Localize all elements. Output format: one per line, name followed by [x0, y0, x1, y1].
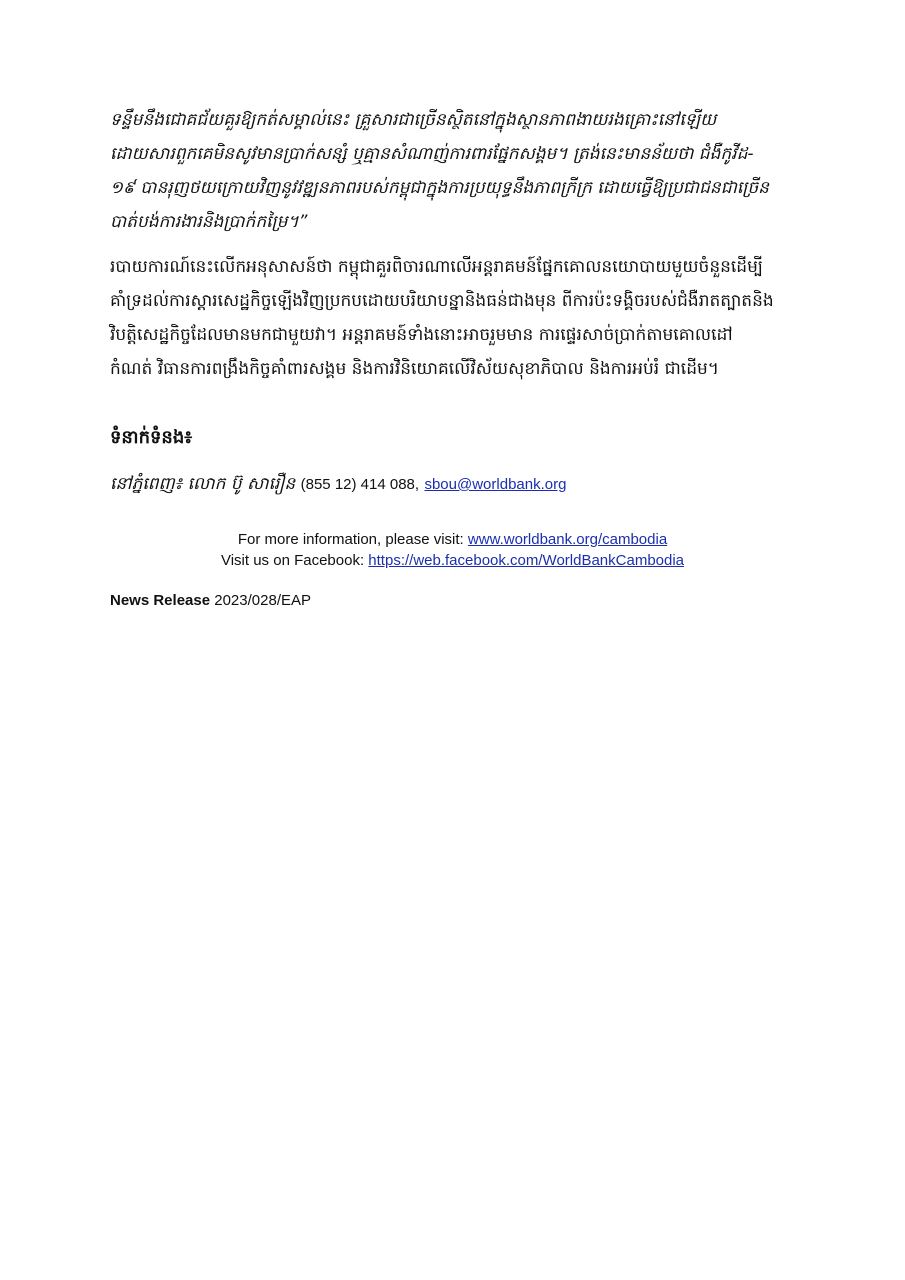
body-line: គាំទ្រដល់ការស្តារសេដ្ឋកិច្ចឡើងវិញប្រកបដោយបរិយាបន្នានិងធន់ជាងមុន ពីការប៉ះទង្គិចរបស់ជំងឺរាតត្បាតនិង: [110, 291, 774, 311]
news-release-id: [110, 592, 311, 609]
contact-heading: ទំនាក់ទំនង៖: [110, 427, 193, 448]
contact-email-link[interactable]: sbou@worldbank.org: [424, 476, 567, 493]
quote-line: បាត់បង់ការងារនិងប្រាក់កម្រៃ។”: [110, 212, 308, 232]
body-line: របាយការណ៍នេះលើកអនុសាសន៍ថា កម្ពុជាគួរពិចារណាលើអន្តរាគមន៍ផ្នែកគោលនយោបាយមួយចំនួនដើម្បី: [110, 257, 763, 277]
news-release-number: 2023/028/EAP: [214, 592, 311, 609]
body-line: វិបត្តិសេដ្ឋកិច្ចដែលមានមកជាមួយវា។ អន្តរាគមន៍ទាំងនោះអាចរួមមាន ការផ្ទេរសាច់ប្រាក់តាមគោលដៅ: [110, 325, 733, 345]
quote-line: ដោយសារពួកគេមិនសូវមានប្រាក់សន្សំ ឬគ្មានសំណាញ់ការពារផ្នែកសង្គម។ ត្រង់នេះមានន័យថា ជំងឺកូវីដ-: [110, 144, 754, 164]
contact-name: នៅភ្នំពេញ៖ លោក ប៊ូ សារឿន: [110, 474, 296, 494]
more-info-line: [0, 529, 905, 550]
website-link[interactable]: www.worldbank.org/cambodia: [467, 531, 668, 548]
body-paragraph: [110, 250, 810, 386]
quote-line: ទន្ទឹមនឹងជោគជ័យគួរឱ្យកត់សម្គាល់នេះ គ្រួសារជាច្រើនស្ថិតនៅក្នុងស្ថានភាពងាយរងគ្រោះនៅឡើយ: [110, 110, 717, 130]
body-line: កំណត់ វិធានការពង្រឹងកិច្ចគាំពារសង្គម និងការវិនិយោគលើវិស័យសុខាភិបាល និងការអប់រំ ជាដើម។: [110, 359, 719, 379]
facebook-line: [0, 550, 905, 571]
contact-line: [110, 473, 566, 498]
facebook-text: Visit us on Facebook:: [220, 552, 365, 569]
quote-line: ១៩ បានរុញថយក្រោយវិញនូវវឌ្ឍនភាពរបស់កម្ពុជាក្នុងការប្រយុទ្ធនឹងភាពក្រីក្រ ដោយធ្វើឱ្យប្រជាជនជាច្រើន: [110, 178, 769, 198]
more-info-text: For more information, please visit:: [237, 531, 464, 548]
facebook-link[interactable]: https://web.facebook.com/WorldBankCambodia: [368, 552, 685, 569]
news-release-label: News Release: [110, 592, 211, 609]
contact-phone: (855 12) 414 088,: [300, 476, 420, 493]
quote-paragraph: [110, 103, 810, 239]
